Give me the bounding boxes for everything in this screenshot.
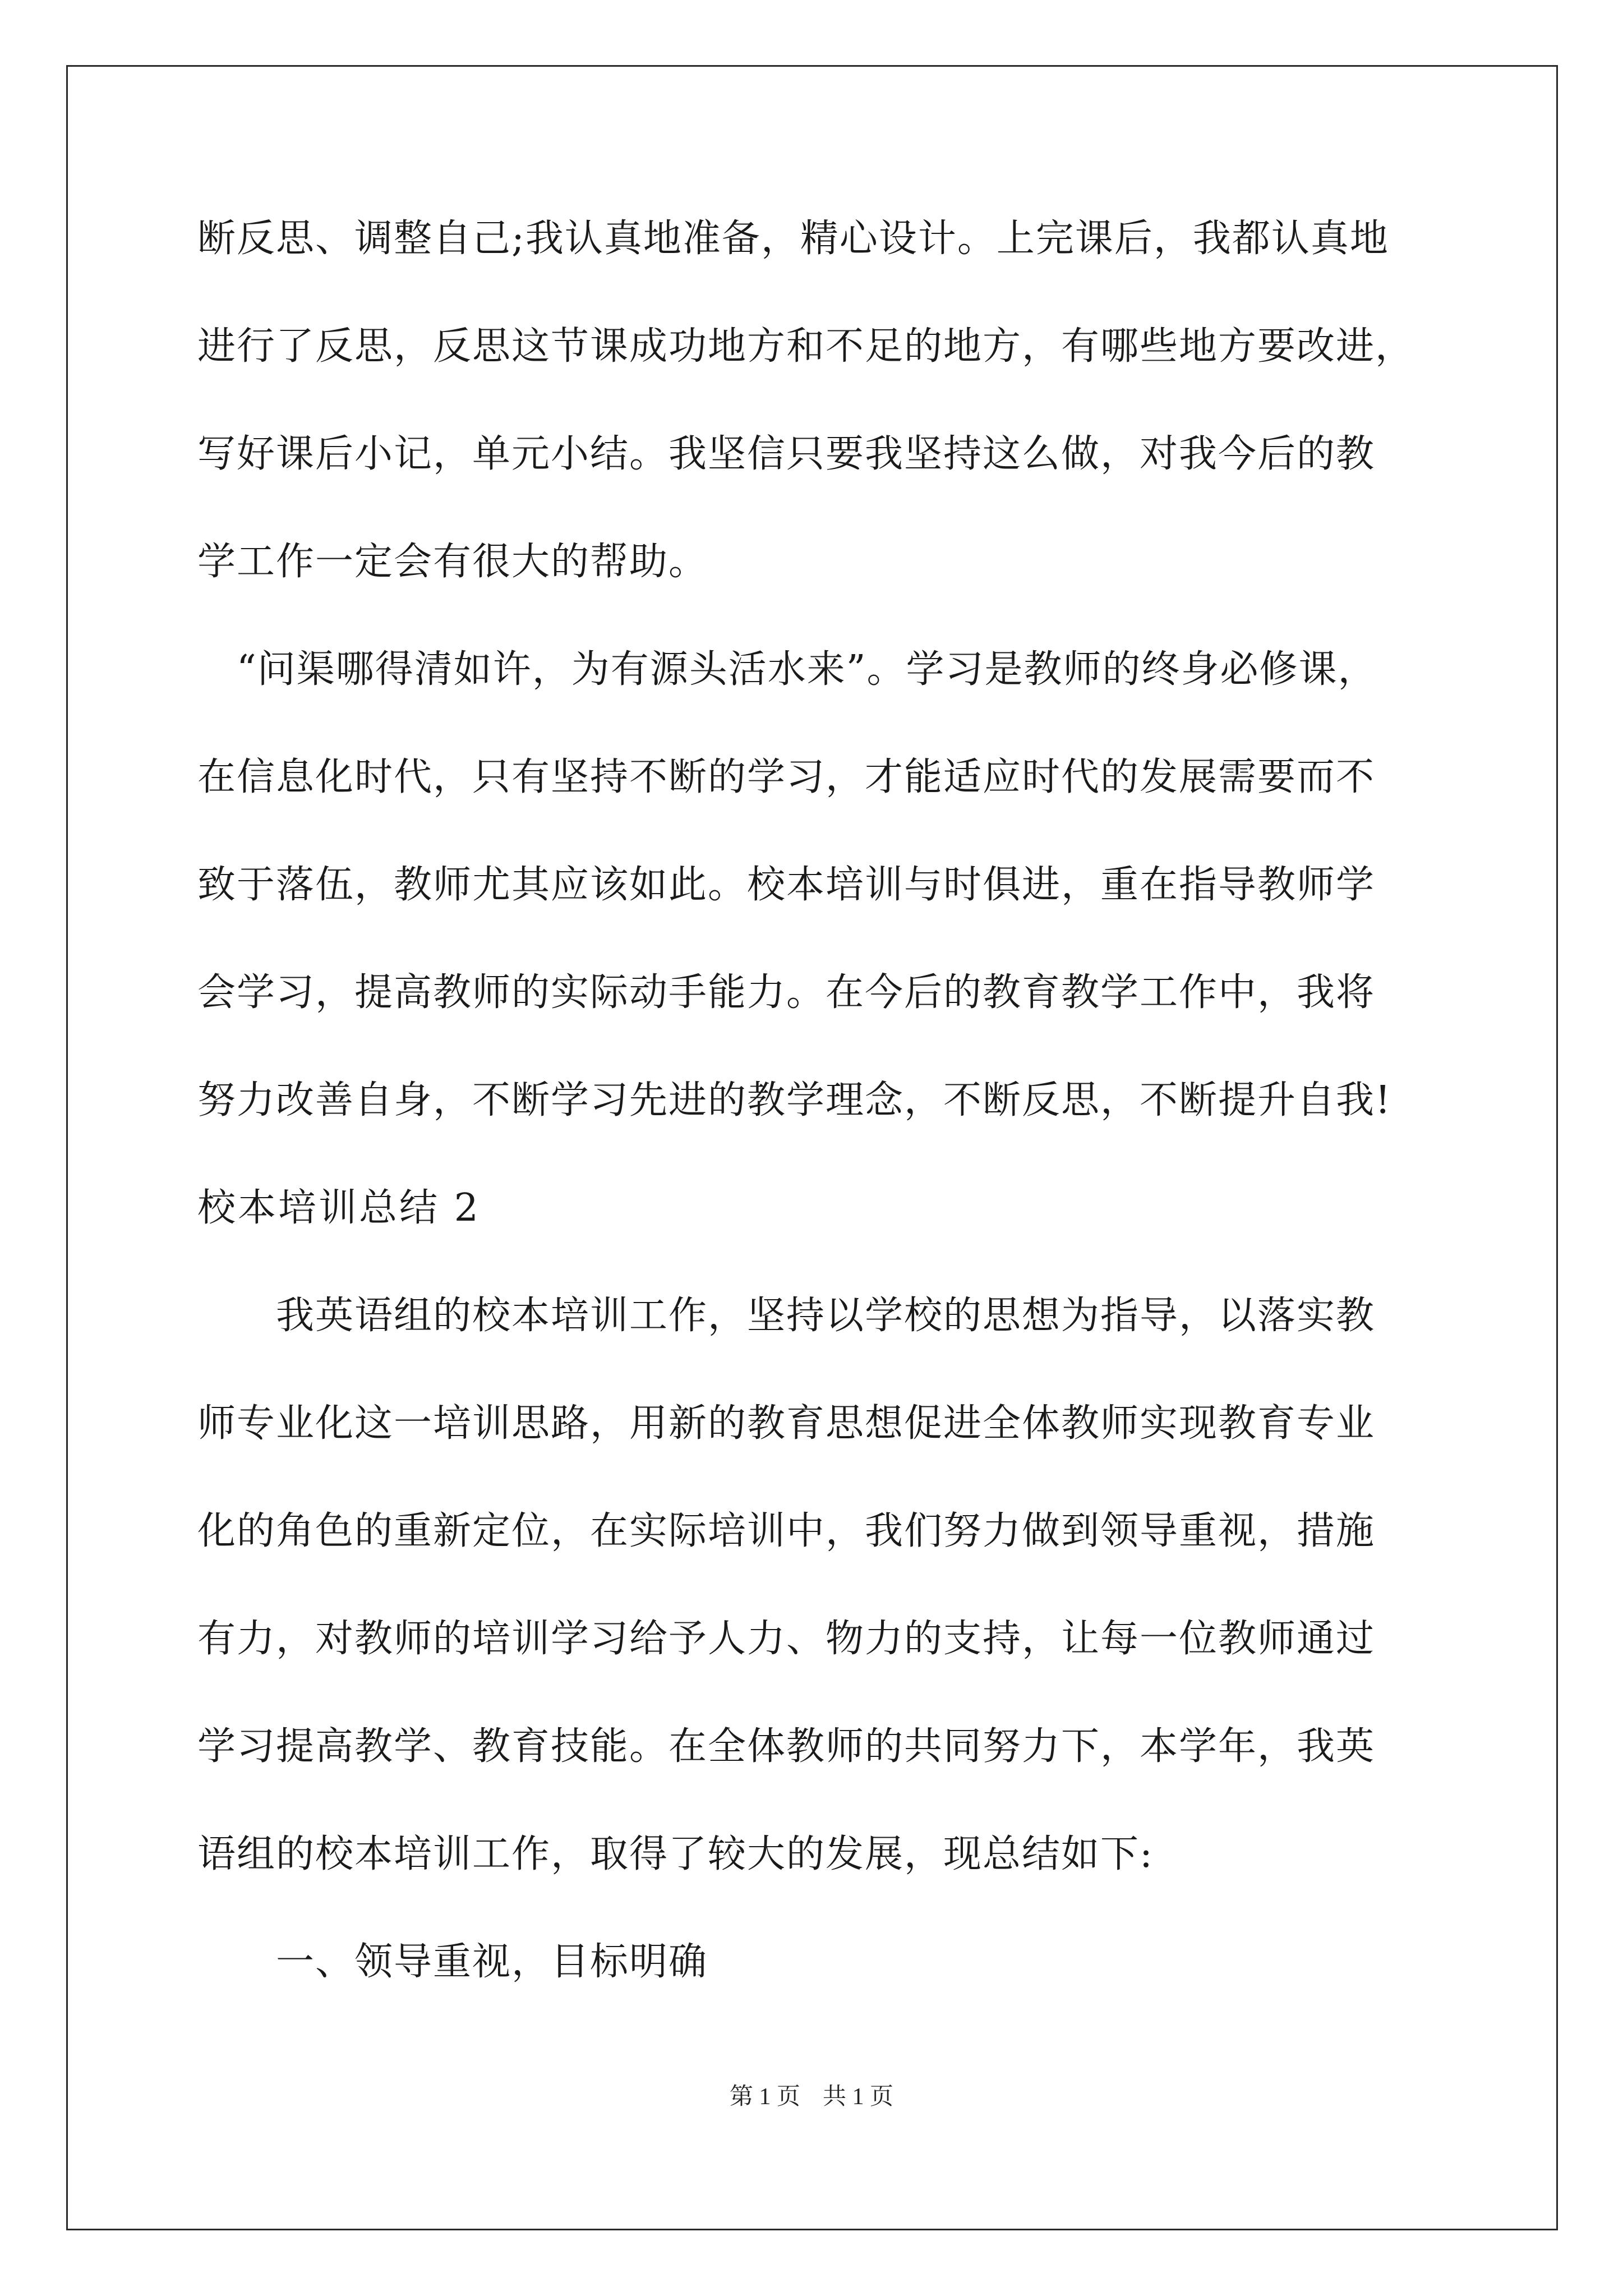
text-line: 断反思、调整自己;我认真地准备，精心设计。上完课后，我都认真地	[197, 217, 1389, 261]
page-footer	[0, 2081, 1623, 2113]
text-line: 努力改善自身，不断学习先进的教学理念，不断反思，不断提升自我!	[197, 1078, 1392, 1122]
section-heading: 校本培训总结 2	[197, 1186, 481, 1230]
text-line: 在信息化时代，只有坚持不断的学习，才能适应时代的发展需要而不	[197, 755, 1376, 799]
text-line: 学习提高教学、教育技能。在全体教师的共同努力下，本学年，我英	[197, 1724, 1376, 1769]
page-total: 共 1 页	[823, 2084, 894, 2110]
text-line: 进行了反思，反思这节课成功地方和不足的地方，有哪些地方要改进，	[197, 324, 1415, 369]
subsection-heading: 一、领导重视，目标明确	[197, 1940, 708, 1984]
text-line: 学工作一定会有很大的帮助。	[197, 540, 708, 584]
text-line: 致于落伍，教师尤其应该如此。校本培训与时俱进，重在指导教师学	[197, 863, 1376, 907]
text-line: 语组的校本培训工作，取得了较大的发展，现总结如下:	[197, 1832, 1154, 1876]
text-line: 师专业化这一培训思路，用新的教育思想促进全体教师实现教育专业	[197, 1401, 1376, 1446]
text-line: 我英语组的校本培训工作，坚持以学校的思想为指导，以落实教	[197, 1294, 1376, 1338]
page-number: 第 1 页	[729, 2084, 800, 2110]
text-line: 写好课后小记，单元小结。我坚信只要我坚持这么做，对我今后的教	[197, 432, 1376, 476]
text-line: “问渠哪得清如许，为有源头活水来”。学习是教师的终身必修课，	[197, 647, 1377, 692]
document-body	[197, 212, 1434, 2043]
text-line: 会学习，提高教师的实际动手能力。在今后的教育教学工作中，我将	[197, 970, 1376, 1015]
text-line: 化的角色的重新定位，在实际培训中，我们努力做到领导重视，措施	[197, 1509, 1376, 1553]
text-line: 有力，对教师的培训学习给予人力、物力的支持，让每一位教师通过	[197, 1617, 1376, 1661]
